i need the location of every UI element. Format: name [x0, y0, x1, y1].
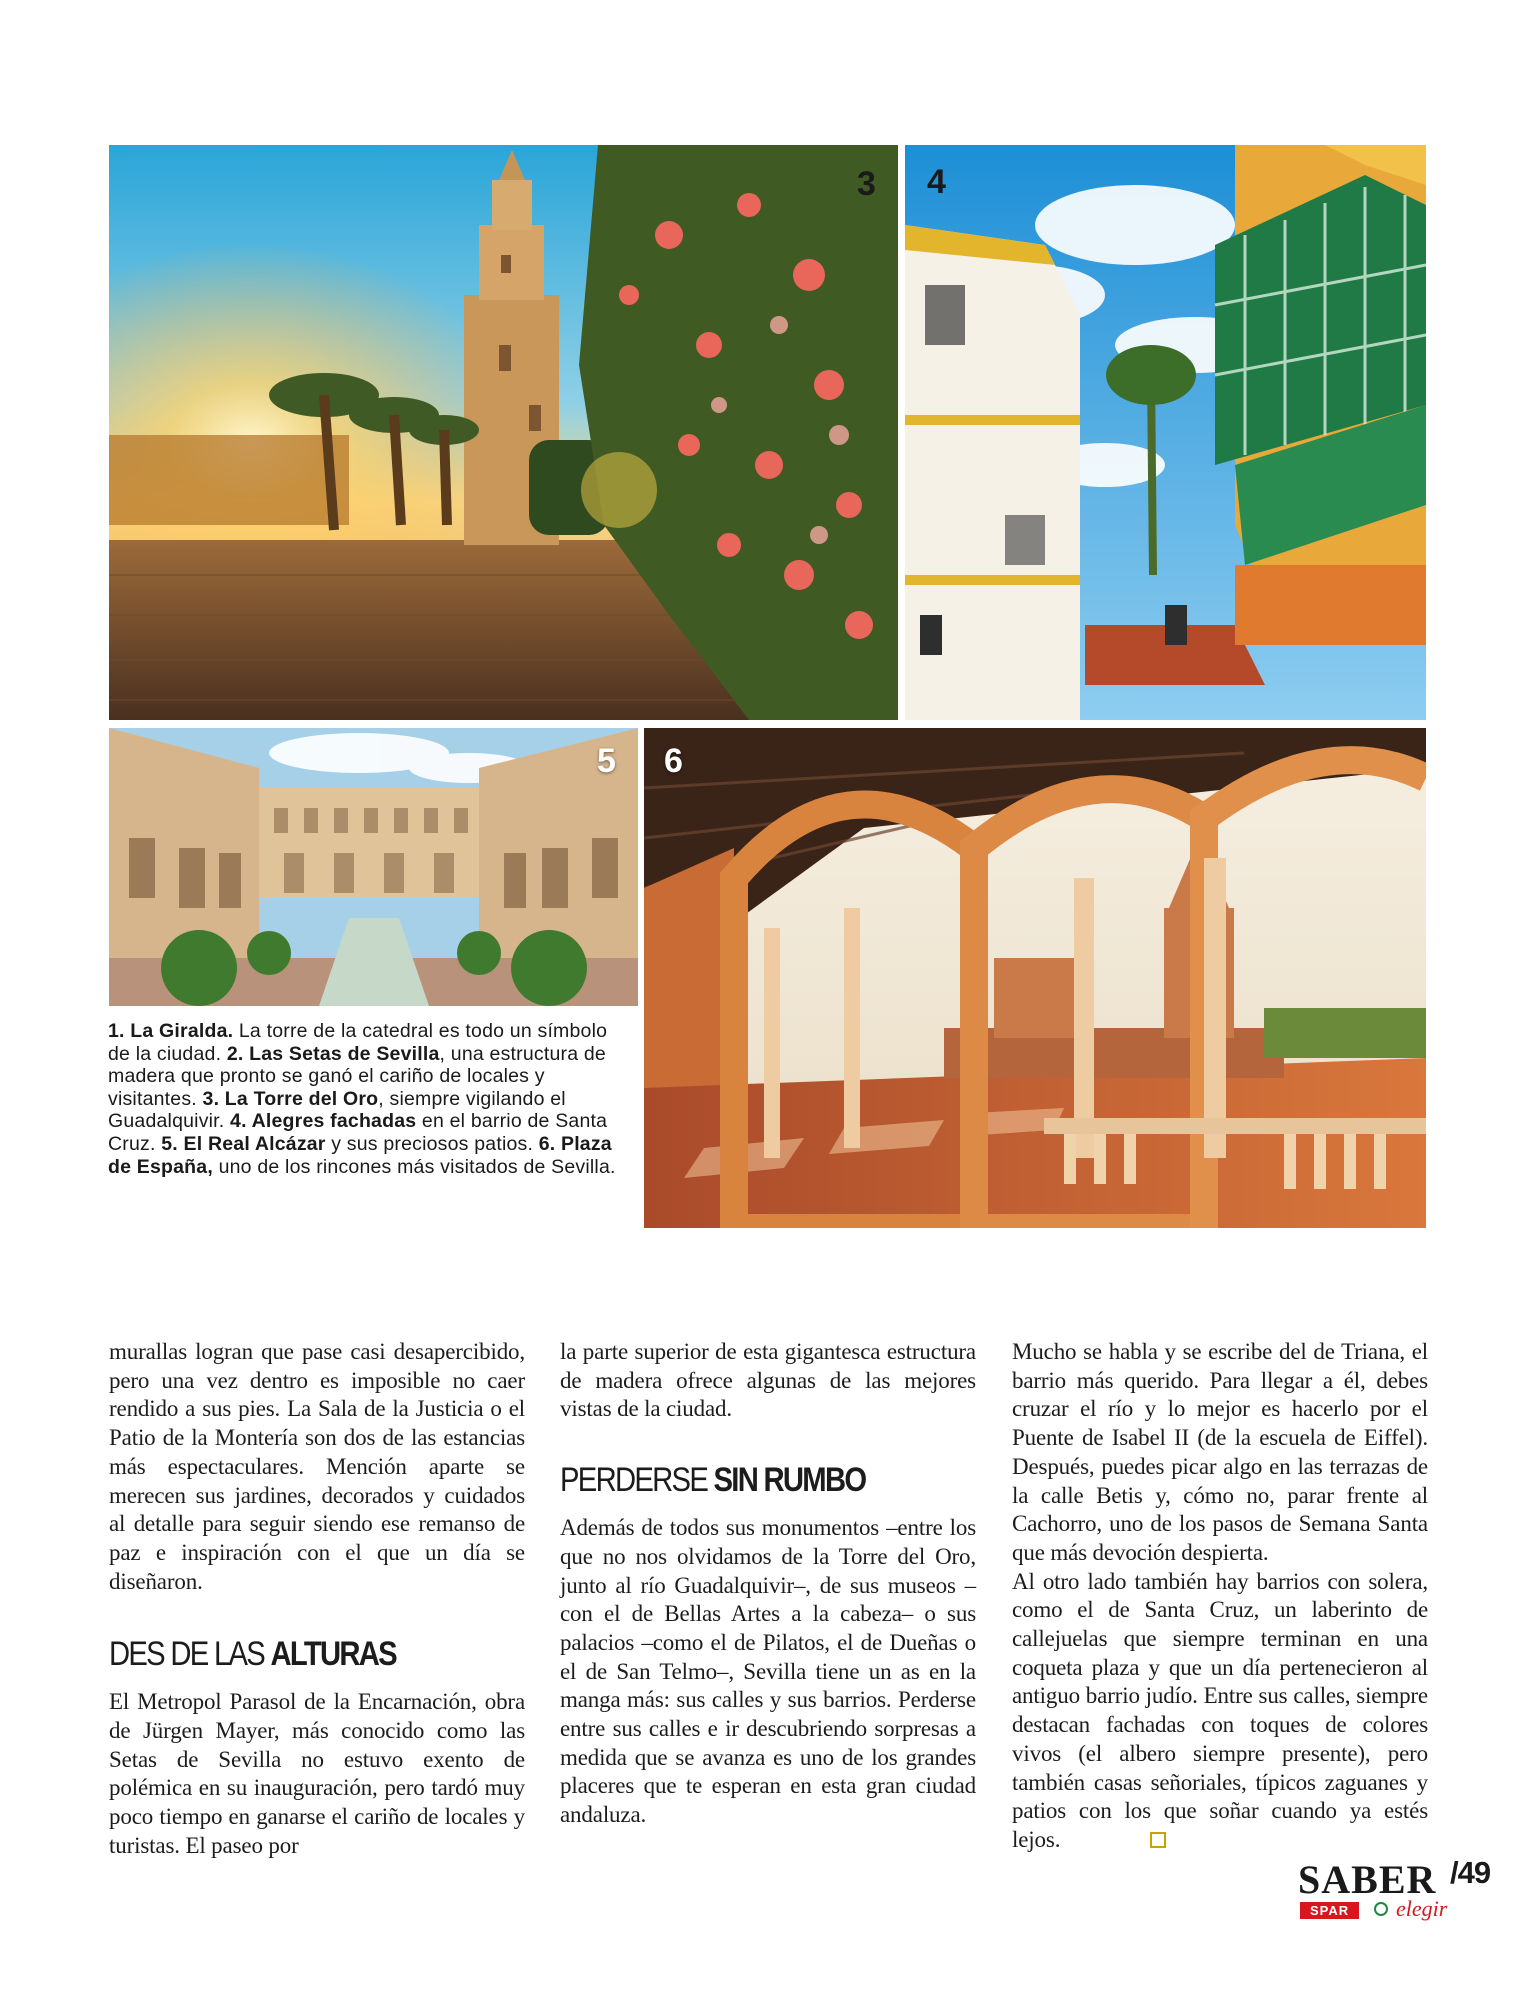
santa-cruz-image — [905, 145, 1426, 720]
caption-label-3: 3. La Torre del Oro — [202, 1087, 379, 1110]
photo-plaza-de-espana — [644, 728, 1426, 1228]
col3-paragraph-2 — [1012, 1568, 1428, 1855]
brand-elegir: elegir — [1396, 1896, 1448, 1921]
caption-label-1: 1. La Giralda. — [108, 1020, 234, 1042]
caption-text-6: uno de los rincones más visitados de Sevilla. — [212, 1155, 616, 1178]
end-of-article-icon — [1150, 1832, 1166, 1848]
caption-text-3: , siempre vigilando el Guadalquivir. — [108, 1087, 566, 1133]
page-number: /49 — [1450, 1855, 1491, 1890]
caption-label-2: 2. Las Setas de Sevilla — [226, 1042, 440, 1065]
plaza-de-espana-image — [644, 728, 1426, 1228]
caption-text-1: La torre de la catedral es todo un símbolo de la ciudad. — [108, 1020, 608, 1065]
heading-1-bold: ALTURAS — [270, 1635, 396, 1674]
article-column-1 — [109, 1338, 525, 1861]
real-alcazar-image — [109, 728, 638, 1006]
photo-number-4: 4 — [927, 163, 946, 201]
brand-saber: SABER — [1298, 1857, 1437, 1902]
col3-paragraph-2-text: Al otro lado también hay barrios con solera, como el de Santa Cruz, un laberinto de callejuelas que siempre terminan en una coqueta plaza y que un día pertenecieron al antiguo barrio judío. Entre sus calles, siempre destacan fachadas con toques de colores vivos (el albero siempre presente), pero también casas señoriales, típicos zaguanes y patios con los que soñar cuando ya estés lejos. — [1012, 1568, 1428, 1852]
photo-torre-del-oro — [109, 145, 898, 720]
caption-text-4: en el barrio de Santa Cruz. — [108, 1110, 608, 1155]
photo-real-alcazar — [109, 728, 638, 1006]
spar-leaf-icon — [1374, 1902, 1388, 1916]
caption-label-6: 6. Plaza de España, — [108, 1132, 612, 1178]
caption-text-5: y sus preciosos patios. — [325, 1132, 539, 1155]
photo-caption — [108, 1020, 628, 1178]
section-heading-perderse — [560, 1462, 918, 1498]
heading-1-light: DES DE LAS — [109, 1635, 265, 1674]
photo-number-3: 3 — [857, 165, 876, 203]
photo-number-6: 6 — [664, 742, 683, 780]
col1-paragraph-1: murallas logran que pase casi desapercibido, pero una vez dentro es imposible no caer rendido a sus pies. La Sala de la Justicia o el Patio de la Montería son dos de las estancias más espectaculares. Mención aparte se merecen sus jardines, decorados y cuidados al detalle para seguir siendo ese remanso de paz e inspiración con el que un día se diseñaron. — [109, 1339, 525, 1594]
caption-label-4: 4. Alegres fachadas — [230, 1110, 417, 1133]
caption-label-5: 5. El Real Alcázar — [161, 1132, 326, 1155]
heading-2-light: PERDERSE — [560, 1461, 708, 1500]
photo-number-5: 5 — [597, 742, 616, 780]
section-heading-alturas — [109, 1636, 467, 1672]
heading-2-bold: SIN RUMBO — [713, 1461, 866, 1500]
caption-text-2: , una estructura de madera que pronto se ganó el cariño de locales y visitantes. — [108, 1042, 606, 1110]
article-column-2 — [560, 1338, 976, 1830]
photo-santa-cruz-facades — [905, 145, 1426, 720]
col2-paragraph-2: Además de todos sus monumentos –entre los que no nos olvidamos de la Torre del Oro, junto al río Guadalquivir–, de sus museos –con el de Bellas Artes a la cabeza– o sus palacios –como el de Pilatos, el de Dueñas o el de San Telmo–, Sevilla tiene un as en la manga más: sus calles y sus barrios. Perderse entre sus calles e ir descubriendo sorpresas a medida que se avanza es uno de los grandes placeres que te esperan en esta gran ciudad andaluza. — [560, 1515, 976, 1828]
col2-paragraph-1: la parte superior de esta gigantesca estructura de madera ofrece algunas de las mejores vistas de la ciudad. — [560, 1339, 976, 1422]
col3-paragraph-1: Mucho se habla y se escribe del de Triana, el barrio más querido. Para llegar a él, debes cruzar el río y lo mejor es hacerlo por el Puente de Isabel II (de la escuela de Eiffel). Después, puedes picar algo en las terrazas de la calle Betis y, cómo no, parar frente al Cachorro, uno de los pasos de Semana Santa que más devoción despierta. — [1012, 1339, 1428, 1565]
article-column-3 — [1012, 1338, 1428, 1855]
brand-spar: SPAR — [1300, 1902, 1359, 1919]
col1-paragraph-2: El Metropol Parasol de la Encarnación, obra de Jürgen Mayer, más conocido como las Setas de Sevilla no estuvo exento de polémica en su inauguración, pero tardó muy poco tiempo en ganarse el cariño de locales y turistas. El paseo por — [109, 1689, 525, 1858]
torre-del-oro-image — [109, 145, 898, 720]
